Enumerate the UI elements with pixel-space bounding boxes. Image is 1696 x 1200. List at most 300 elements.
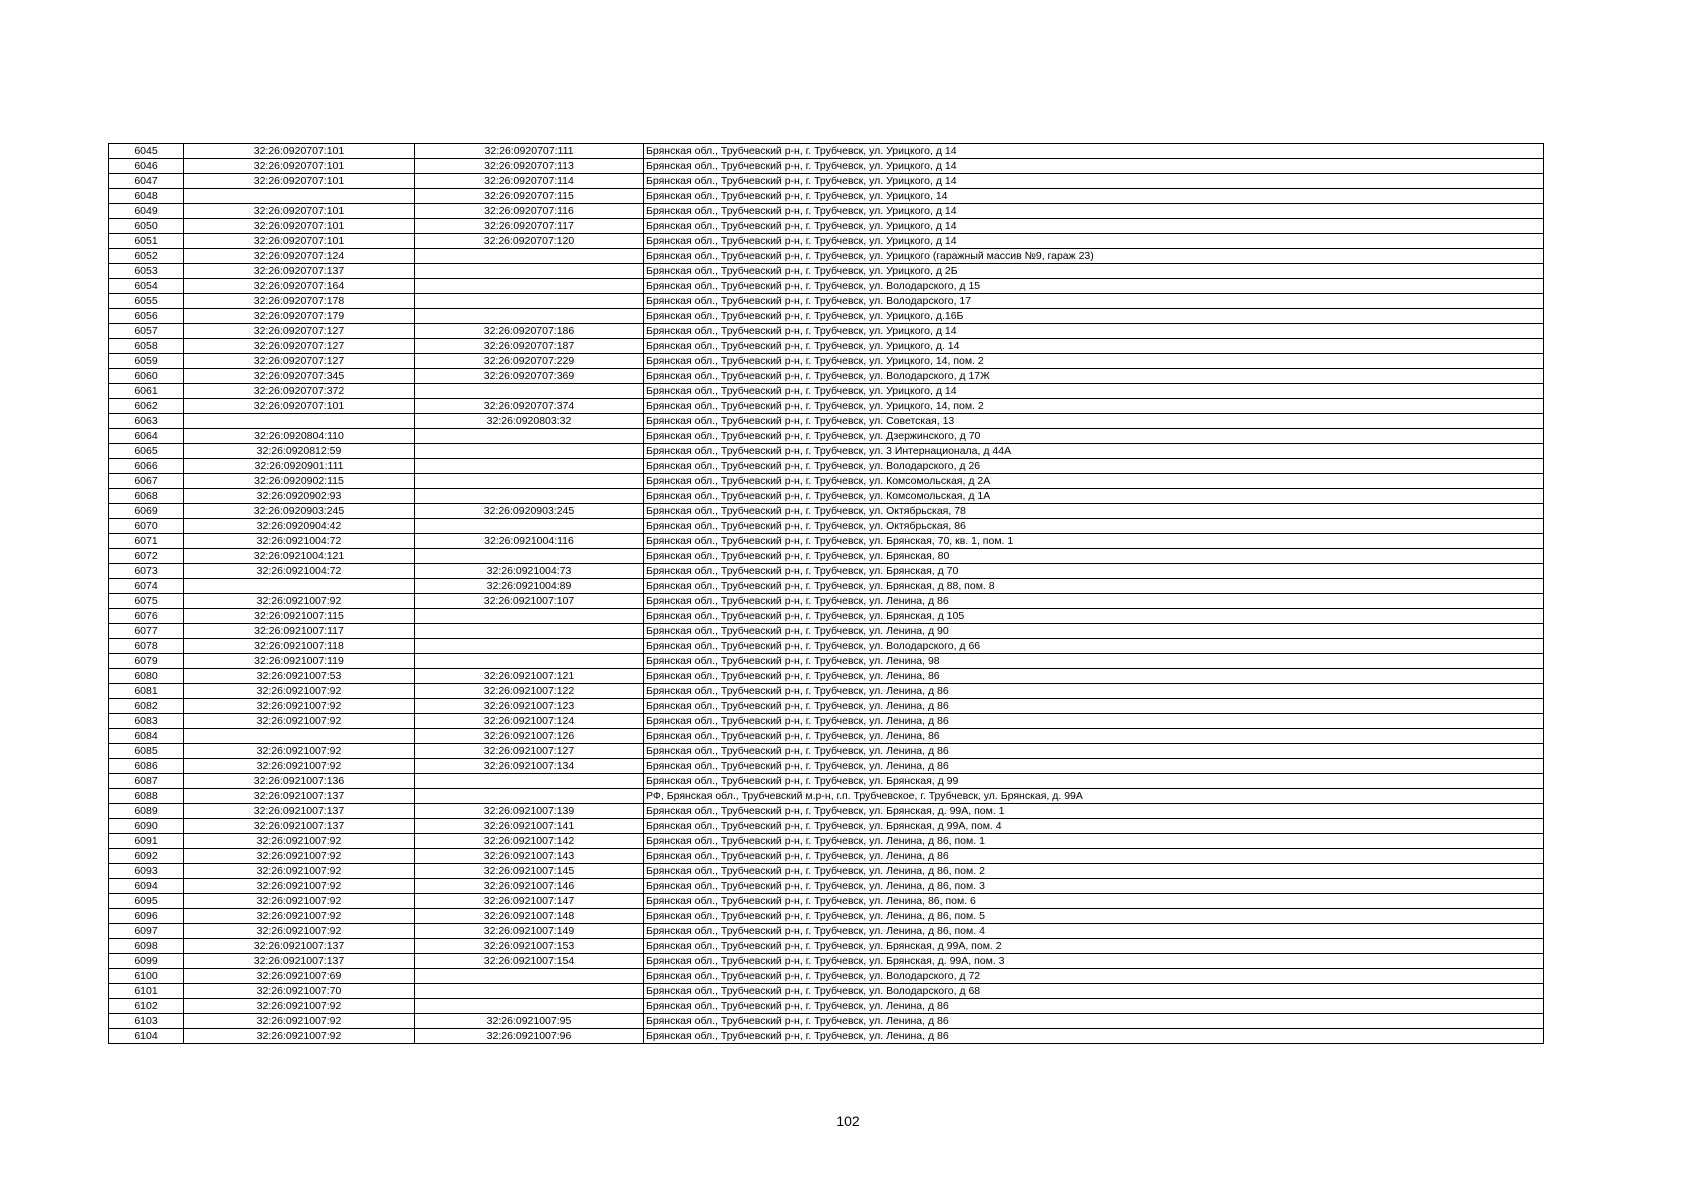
parent-cadastral-number-cell: 32:26:0921007:53: [184, 669, 415, 684]
address-cell: Брянская обл., Трубчевский р-н, г. Трубчевск, ул. Ленина, 86: [644, 729, 1544, 744]
table-row: [109, 624, 1544, 639]
address-cell: Брянская обл., Трубчевский р-н, г. Трубчевск, ул. Володарского, д 17Ж: [644, 369, 1544, 384]
table-row: [109, 924, 1544, 939]
row-number-cell: 6104: [109, 1029, 184, 1044]
row-number-cell: 6079: [109, 654, 184, 669]
row-number-cell: 6067: [109, 474, 184, 489]
table-row: [109, 324, 1544, 339]
row-number-cell: 6069: [109, 504, 184, 519]
cadastral-number-cell: [415, 489, 644, 504]
cadastral-number-cell: [415, 549, 644, 564]
table-row: [109, 804, 1544, 819]
address-cell: Брянская обл., Трубчевский р-н, г. Трубчевск, ул. Ленина, д 86: [644, 1029, 1544, 1044]
cadastral-number-cell: 32:26:0921007:123: [415, 699, 644, 714]
parent-cadastral-number-cell: 32:26:0921007:137: [184, 804, 415, 819]
cadastral-number-cell: 32:26:0921007:149: [415, 924, 644, 939]
address-cell: Брянская обл., Трубчевский р-н, г. Трубчевск, ул. Володарского, д 26: [644, 459, 1544, 474]
parent-cadastral-number-cell: 32:26:0920707:179: [184, 309, 415, 324]
table-row: [109, 954, 1544, 969]
parent-cadastral-number-cell: 32:26:0921007:92: [184, 594, 415, 609]
table-row: [109, 219, 1544, 234]
parent-cadastral-number-cell: 32:26:0921004:72: [184, 564, 415, 579]
table-row: [109, 429, 1544, 444]
table-row: [109, 369, 1544, 384]
row-number-cell: 6046: [109, 159, 184, 174]
cadastral-number-cell: 32:26:0921007:124: [415, 714, 644, 729]
cadastral-number-cell: 32:26:0920707:117: [415, 219, 644, 234]
parent-cadastral-number-cell: 32:26:0921007:92: [184, 849, 415, 864]
parent-cadastral-number-cell: 32:26:0921007:117: [184, 624, 415, 639]
parent-cadastral-number-cell: 32:26:0920804:110: [184, 429, 415, 444]
address-cell: Брянская обл., Трубчевский р-н, г. Трубчевск, ул. Володарского, д 66: [644, 639, 1544, 654]
address-cell: Брянская обл., Трубчевский р-н, г. Трубчевск, ул. Володарского, д 72: [644, 969, 1544, 984]
table-row: [109, 774, 1544, 789]
parent-cadastral-number-cell: 32:26:0921007:92: [184, 699, 415, 714]
table-row: [109, 294, 1544, 309]
parent-cadastral-number-cell: 32:26:0920707:101: [184, 234, 415, 249]
cadastral-number-cell: 32:26:0920707:187: [415, 339, 644, 354]
row-number-cell: 6095: [109, 894, 184, 909]
row-number-cell: 6056: [109, 309, 184, 324]
parent-cadastral-number-cell: 32:26:0921007:92: [184, 894, 415, 909]
row-number-cell: 6055: [109, 294, 184, 309]
table-row: [109, 744, 1544, 759]
cadastral-number-cell: 32:26:0920707:229: [415, 354, 644, 369]
table-row: [109, 444, 1544, 459]
cadastral-number-cell: [415, 249, 644, 264]
address-cell: Брянская обл., Трубчевский р-н, г. Трубчевск, ул. Ленина, д 86: [644, 1014, 1544, 1029]
table-row: [109, 489, 1544, 504]
table-body: [109, 144, 1544, 1044]
table-row: [109, 144, 1544, 159]
table-row: [109, 1014, 1544, 1029]
table-row: [109, 864, 1544, 879]
address-cell: Брянская обл., Трубчевский р-н, г. Трубчевск, ул. Ленина, д 86: [644, 684, 1544, 699]
cadastral-number-cell: [415, 264, 644, 279]
parent-cadastral-number-cell: 32:26:0921007:119: [184, 654, 415, 669]
cadastral-number-cell: 32:26:0920707:374: [415, 399, 644, 414]
parent-cadastral-number-cell: 32:26:0921007:92: [184, 684, 415, 699]
row-number-cell: 6078: [109, 639, 184, 654]
row-number-cell: 6100: [109, 969, 184, 984]
parent-cadastral-number-cell: 32:26:0921007:92: [184, 744, 415, 759]
row-number-cell: 6061: [109, 384, 184, 399]
table-row: [109, 669, 1544, 684]
address-cell: Брянская обл., Трубчевский р-н, г. Трубчевск, ул. Брянская, д. 99А, пом. 1: [644, 804, 1544, 819]
table-row: [109, 729, 1544, 744]
table-row: [109, 519, 1544, 534]
cadastral-number-cell: 32:26:0921007:134: [415, 759, 644, 774]
cadastral-number-cell: 32:26:0921007:142: [415, 834, 644, 849]
cadastral-number-cell: [415, 474, 644, 489]
parent-cadastral-number-cell: 32:26:0920707:345: [184, 369, 415, 384]
address-cell: Брянская обл., Трубчевский р-н, г. Трубчевск, ул. Урицкого, д 14: [644, 234, 1544, 249]
parent-cadastral-number-cell: 32:26:0921007:137: [184, 939, 415, 954]
table-row: [109, 699, 1544, 714]
parent-cadastral-number-cell: 32:26:0920707:101: [184, 399, 415, 414]
table-row: [109, 549, 1544, 564]
address-cell: Брянская обл., Трубчевский р-н, г. Трубчевск, ул. Ленина, 98: [644, 654, 1544, 669]
address-cell: Брянская обл., Трубчевский р-н, г. Трубчевск, ул. Октябрьская, 78: [644, 504, 1544, 519]
table-row: [109, 399, 1544, 414]
address-cell: Брянская обл., Трубчевский р-н, г. Трубчевск, ул. Ленина, д 86: [644, 699, 1544, 714]
address-cell: Брянская обл., Трубчевский р-н, г. Трубчевск, ул. Ленина, д 86: [644, 759, 1544, 774]
table-row: [109, 759, 1544, 774]
row-number-cell: 6070: [109, 519, 184, 534]
address-cell: Брянская обл., Трубчевский р-н, г. Трубчевск, ул. Ленина, д 90: [644, 624, 1544, 639]
table-row: [109, 969, 1544, 984]
parent-cadastral-number-cell: [184, 189, 415, 204]
address-cell: Брянская обл., Трубчевский р-н, г. Трубчевск, ул. Ленина, д 86, пом. 5: [644, 909, 1544, 924]
row-number-cell: 6075: [109, 594, 184, 609]
row-number-cell: 6087: [109, 774, 184, 789]
address-cell: Брянская обл., Трубчевский р-н, г. Трубчевск, ул. Ленина, д 86: [644, 744, 1544, 759]
table-row: [109, 999, 1544, 1014]
row-number-cell: 6076: [109, 609, 184, 624]
cadastral-number-cell: [415, 639, 644, 654]
cadastral-number-cell: [415, 609, 644, 624]
cadastral-number-cell: 32:26:0920903:245: [415, 504, 644, 519]
cadastral-number-cell: 32:26:0921007:148: [415, 909, 644, 924]
row-number-cell: 6063: [109, 414, 184, 429]
address-cell: Брянская обл., Трубчевский р-н, г. Трубчевск, ул. Советская, 13: [644, 414, 1544, 429]
cadastral-number-cell: 32:26:0921007:96: [415, 1029, 644, 1044]
address-cell: Брянская обл., Трубчевский р-н, г. Трубчевск, ул. Дзержинского, д 70: [644, 429, 1544, 444]
address-cell: Брянская обл., Трубчевский р-н, г. Трубчевск, ул. Урицкого, д 14: [644, 219, 1544, 234]
address-cell: Брянская обл., Трубчевский р-н, г. Трубчевск, ул. Урицкого, 14, пом. 2: [644, 399, 1544, 414]
parent-cadastral-number-cell: 32:26:0921007:69: [184, 969, 415, 984]
address-cell: Брянская обл., Трубчевский р-н, г. Трубчевск, ул. Урицкого, д 14: [644, 159, 1544, 174]
parent-cadastral-number-cell: [184, 414, 415, 429]
cadastral-number-cell: [415, 384, 644, 399]
cadastral-number-cell: [415, 519, 644, 534]
row-number-cell: 6084: [109, 729, 184, 744]
parent-cadastral-number-cell: 32:26:0920707:178: [184, 294, 415, 309]
cadastral-number-cell: [415, 294, 644, 309]
parent-cadastral-number-cell: 32:26:0921007:92: [184, 864, 415, 879]
address-cell: Брянская обл., Трубчевский р-н, г. Трубчевск, ул. Урицкого, д.16Б: [644, 309, 1544, 324]
cadastral-number-cell: 32:26:0920707:113: [415, 159, 644, 174]
address-cell: Брянская обл., Трубчевский р-н, г. Трубчевск, ул. Ленина, д 86, пом. 2: [644, 864, 1544, 879]
parent-cadastral-number-cell: 32:26:0921007:70: [184, 984, 415, 999]
cadastral-number-cell: 32:26:0921007:147: [415, 894, 644, 909]
row-number-cell: 6102: [109, 999, 184, 1014]
parent-cadastral-number-cell: 32:26:0921007:136: [184, 774, 415, 789]
row-number-cell: 6072: [109, 549, 184, 564]
address-cell: Брянская обл., Трубчевский р-н, г. Трубчевск, ул. Ленина, 86: [644, 669, 1544, 684]
table-row: [109, 204, 1544, 219]
row-number-cell: 6074: [109, 579, 184, 594]
cadastral-number-cell: 32:26:0920707:114: [415, 174, 644, 189]
cadastral-number-cell: 32:26:0921007:122: [415, 684, 644, 699]
address-cell: Брянская обл., Трубчевский р-н, г. Трубчевск, ул. Ленина, д 86: [644, 594, 1544, 609]
address-cell: Брянская обл., Трубчевский р-н, г. Трубчевск, ул. Ленина, д 86, пом. 4: [644, 924, 1544, 939]
address-cell: Брянская обл., Трубчевский р-н, г. Трубчевск, ул. Комсомольская, д 2А: [644, 474, 1544, 489]
address-cell: Брянская обл., Трубчевский р-н, г. Трубчевск, ул. Ленина, д 86: [644, 714, 1544, 729]
cadastral-number-cell: 32:26:0920707:369: [415, 369, 644, 384]
cadastral-number-cell: 32:26:0921007:121: [415, 669, 644, 684]
table-row: [109, 579, 1544, 594]
cadastral-number-cell: 32:26:0921007:145: [415, 864, 644, 879]
row-number-cell: 6096: [109, 909, 184, 924]
row-number-cell: 6048: [109, 189, 184, 204]
table-row: [109, 459, 1544, 474]
row-number-cell: 6097: [109, 924, 184, 939]
cadastral-number-cell: [415, 444, 644, 459]
cadastral-number-cell: 32:26:0920707:120: [415, 234, 644, 249]
address-cell: Брянская обл., Трубчевский р-н, г. Трубчевск, ул. Комсомольская, д 1А: [644, 489, 1544, 504]
parent-cadastral-number-cell: 32:26:0920812:59: [184, 444, 415, 459]
cadastral-number-cell: [415, 279, 644, 294]
table-row: [109, 159, 1544, 174]
address-cell: Брянская обл., Трубчевский р-н, г. Трубчевск, ул. Брянская, д 70: [644, 564, 1544, 579]
cadastral-number-cell: [415, 969, 644, 984]
table-row: [109, 879, 1544, 894]
parent-cadastral-number-cell: 32:26:0920904:42: [184, 519, 415, 534]
address-cell: Брянская обл., Трубчевский р-н, г. Трубчевск, ул. Урицкого, д 14: [644, 144, 1544, 159]
row-number-cell: 6052: [109, 249, 184, 264]
table-row: [109, 909, 1544, 924]
cadastral-number-cell: 32:26:0920707:115: [415, 189, 644, 204]
table-row: [109, 264, 1544, 279]
cadastral-number-cell: 32:26:0921007:153: [415, 939, 644, 954]
page-number: 102: [836, 1113, 860, 1129]
table-row: [109, 504, 1544, 519]
row-number-cell: 6051: [109, 234, 184, 249]
cadastral-number-cell: 32:26:0920803:32: [415, 414, 644, 429]
address-cell: Брянская обл., Трубчевский р-н, г. Трубчевск, ул. Володарского, 17: [644, 294, 1544, 309]
table-row: [109, 354, 1544, 369]
address-cell: Брянская обл., Трубчевский р-н, г. Трубчевск, ул. Урицкого (гаражный массив №9, гараж 23): [644, 249, 1544, 264]
table-row: [109, 1029, 1544, 1044]
row-number-cell: 6098: [109, 939, 184, 954]
address-cell: Брянская обл., Трубчевский р-н, г. Трубчевск, ул. Брянская, д 88, пом. 8: [644, 579, 1544, 594]
address-cell: Брянская обл., Трубчевский р-н, г. Трубчевск, ул. Брянская, д 105: [644, 609, 1544, 624]
table-row: [109, 684, 1544, 699]
row-number-cell: 6050: [109, 219, 184, 234]
address-cell: Брянская обл., Трубчевский р-н, г. Трубчевск, ул. Брянская, д. 99А, пом. 3: [644, 954, 1544, 969]
address-cell: РФ, Брянская обл., Трубчевский м.р-н, г.п. Трубчевское, г. Трубчевск, ул. Брянская, д. 99А: [644, 789, 1544, 804]
address-cell: Брянская обл., Трубчевский р-н, г. Трубчевск, ул. Ленина, д 86: [644, 999, 1544, 1014]
row-number-cell: 6080: [109, 669, 184, 684]
parent-cadastral-number-cell: 32:26:0920707:101: [184, 174, 415, 189]
row-number-cell: 6090: [109, 819, 184, 834]
row-number-cell: 6065: [109, 444, 184, 459]
row-number-cell: 6086: [109, 759, 184, 774]
row-number-cell: 6094: [109, 879, 184, 894]
table-row: [109, 384, 1544, 399]
table-row: [109, 309, 1544, 324]
cadastral-number-cell: [415, 429, 644, 444]
address-cell: Брянская обл., Трубчевский р-н, г. Трубчевск, ул. Брянская, 80: [644, 549, 1544, 564]
table-row: [109, 714, 1544, 729]
parent-cadastral-number-cell: [184, 729, 415, 744]
row-number-cell: 6062: [109, 399, 184, 414]
row-number-cell: 6085: [109, 744, 184, 759]
table-row: [109, 474, 1544, 489]
cadastral-number-cell: 32:26:0921004:73: [415, 564, 644, 579]
cadastral-table: [108, 143, 1544, 1044]
address-cell: Брянская обл., Трубчевский р-н, г. Трубчевск, ул. Урицкого, д 2Б: [644, 264, 1544, 279]
cadastral-number-cell: [415, 459, 644, 474]
address-cell: Брянская обл., Трубчевский р-н, г. Трубчевск, ул. Урицкого, д 14: [644, 324, 1544, 339]
row-number-cell: 6101: [109, 984, 184, 999]
row-number-cell: 6092: [109, 849, 184, 864]
cadastral-number-cell: 32:26:0921004:116: [415, 534, 644, 549]
address-cell: Брянская обл., Трубчевский р-н, г. Трубчевск, ул. Брянская, д 99А, пом. 4: [644, 819, 1544, 834]
table-row: [109, 279, 1544, 294]
cadastral-number-cell: 32:26:0921004:89: [415, 579, 644, 594]
row-number-cell: 6058: [109, 339, 184, 354]
row-number-cell: 6091: [109, 834, 184, 849]
table-row: [109, 789, 1544, 804]
cadastral-number-cell: [415, 624, 644, 639]
table-row: [109, 849, 1544, 864]
cadastral-number-cell: 32:26:0921007:127: [415, 744, 644, 759]
row-number-cell: 6089: [109, 804, 184, 819]
cadastral-number-cell: 32:26:0921007:141: [415, 819, 644, 834]
cadastral-number-cell: 32:26:0921007:95: [415, 1014, 644, 1029]
table-row: [109, 594, 1544, 609]
cadastral-number-cell: 32:26:0921007:143: [415, 849, 644, 864]
row-number-cell: 6088: [109, 789, 184, 804]
parent-cadastral-number-cell: 32:26:0921007:137: [184, 789, 415, 804]
row-number-cell: 6045: [109, 144, 184, 159]
address-cell: Брянская обл., Трубчевский р-н, г. Трубчевск, ул. Урицкого, д 14: [644, 204, 1544, 219]
parent-cadastral-number-cell: [184, 579, 415, 594]
address-cell: Брянская обл., Трубчевский р-н, г. Трубчевск, ул. Ленина, 86, пом. 6: [644, 894, 1544, 909]
address-cell: Брянская обл., Трубчевский р-н, г. Трубчевск, ул. Брянская, 70, кв. 1, пом. 1: [644, 534, 1544, 549]
cadastral-number-cell: 32:26:0921007:146: [415, 879, 644, 894]
parent-cadastral-number-cell: 32:26:0921007:92: [184, 759, 415, 774]
parent-cadastral-number-cell: 32:26:0921007:92: [184, 1029, 415, 1044]
row-number-cell: 6054: [109, 279, 184, 294]
address-cell: Брянская обл., Трубчевский р-н, г. Трубчевск, ул. Урицкого, 14, пом. 2: [644, 354, 1544, 369]
row-number-cell: 6077: [109, 624, 184, 639]
table-row: [109, 234, 1544, 249]
parent-cadastral-number-cell: 32:26:0921007:92: [184, 834, 415, 849]
parent-cadastral-number-cell: 32:26:0921007:92: [184, 999, 415, 1014]
row-number-cell: 6083: [109, 714, 184, 729]
parent-cadastral-number-cell: 32:26:0920902:93: [184, 489, 415, 504]
parent-cadastral-number-cell: 32:26:0921007:92: [184, 909, 415, 924]
parent-cadastral-number-cell: 32:26:0920903:245: [184, 504, 415, 519]
row-number-cell: 6049: [109, 204, 184, 219]
row-number-cell: 6103: [109, 1014, 184, 1029]
address-cell: Брянская обл., Трубчевский р-н, г. Трубчевск, ул. Володарского, д 15: [644, 279, 1544, 294]
parent-cadastral-number-cell: 32:26:0921007:137: [184, 954, 415, 969]
cadastral-number-cell: [415, 774, 644, 789]
address-cell: Брянская обл., Трубчевский р-н, г. Трубчевск, ул. Ленина, д 86, пом. 1: [644, 834, 1544, 849]
row-number-cell: 6073: [109, 564, 184, 579]
parent-cadastral-number-cell: 32:26:0921007:92: [184, 714, 415, 729]
parent-cadastral-number-cell: 32:26:0920902:115: [184, 474, 415, 489]
table-row: [109, 339, 1544, 354]
row-number-cell: 6066: [109, 459, 184, 474]
parent-cadastral-number-cell: 32:26:0921007:92: [184, 879, 415, 894]
row-number-cell: 6071: [109, 534, 184, 549]
row-number-cell: 6057: [109, 324, 184, 339]
address-cell: Брянская обл., Трубчевский р-н, г. Трубчевск, ул. Октябрьская, 86: [644, 519, 1544, 534]
cadastral-number-cell: 32:26:0921007:154: [415, 954, 644, 969]
parent-cadastral-number-cell: 32:26:0921007:118: [184, 639, 415, 654]
table-row: [109, 654, 1544, 669]
table-row: [109, 939, 1544, 954]
address-cell: Брянская обл., Трубчевский р-н, г. Трубчевск, ул. Брянская, д 99: [644, 774, 1544, 789]
parent-cadastral-number-cell: 32:26:0920707:372: [184, 384, 415, 399]
row-number-cell: 6068: [109, 489, 184, 504]
address-cell: Брянская обл., Трубчевский р-н, г. Трубчевск, ул. 3 Интернационала, д 44А: [644, 444, 1544, 459]
address-cell: Брянская обл., Трубчевский р-н, г. Трубчевск, ул. Урицкого, д. 14: [644, 339, 1544, 354]
row-number-cell: 6059: [109, 354, 184, 369]
parent-cadastral-number-cell: 32:26:0921007:137: [184, 819, 415, 834]
parent-cadastral-number-cell: 32:26:0920707:127: [184, 354, 415, 369]
table-row: [109, 834, 1544, 849]
row-number-cell: 6082: [109, 699, 184, 714]
parent-cadastral-number-cell: 32:26:0920707:101: [184, 204, 415, 219]
table-row: [109, 819, 1544, 834]
parent-cadastral-number-cell: 32:26:0920901:111: [184, 459, 415, 474]
parent-cadastral-number-cell: 32:26:0921004:121: [184, 549, 415, 564]
cadastral-number-cell: 32:26:0920707:111: [415, 144, 644, 159]
parent-cadastral-number-cell: 32:26:0921007:92: [184, 924, 415, 939]
cadastral-number-cell: [415, 789, 644, 804]
parent-cadastral-number-cell: 32:26:0920707:137: [184, 264, 415, 279]
table-row: [109, 894, 1544, 909]
parent-cadastral-number-cell: 32:26:0920707:127: [184, 339, 415, 354]
address-cell: Брянская обл., Трубчевский р-н, г. Трубчевск, ул. Урицкого, 14: [644, 189, 1544, 204]
cadastral-number-cell: 32:26:0920707:186: [415, 324, 644, 339]
table-row: [109, 639, 1544, 654]
parent-cadastral-number-cell: 32:26:0920707:164: [184, 279, 415, 294]
cadastral-number-cell: 32:26:0921007:139: [415, 804, 644, 819]
address-cell: Брянская обл., Трубчевский р-н, г. Трубчевск, ул. Ленина, д 86: [644, 849, 1544, 864]
cadastral-number-cell: [415, 999, 644, 1014]
cadastral-number-cell: 32:26:0921007:126: [415, 729, 644, 744]
cadastral-number-cell: [415, 984, 644, 999]
address-cell: Брянская обл., Трубчевский р-н, г. Трубчевск, ул. Ленина, д 86, пом. 3: [644, 879, 1544, 894]
parent-cadastral-number-cell: 32:26:0920707:101: [184, 159, 415, 174]
address-cell: Брянская обл., Трубчевский р-н, г. Трубчевск, ул. Володарского, д 68: [644, 984, 1544, 999]
parent-cadastral-number-cell: 32:26:0921004:72: [184, 534, 415, 549]
table-row: [109, 609, 1544, 624]
row-number-cell: 6047: [109, 174, 184, 189]
table-row: [109, 414, 1544, 429]
table-row: [109, 249, 1544, 264]
parent-cadastral-number-cell: 32:26:0921007:92: [184, 1014, 415, 1029]
address-cell: Брянская обл., Трубчевский р-н, г. Трубчевск, ул. Брянская, д 99А, пом. 2: [644, 939, 1544, 954]
row-number-cell: 6060: [109, 369, 184, 384]
table-row: [109, 984, 1544, 999]
parent-cadastral-number-cell: 32:26:0921007:115: [184, 609, 415, 624]
cadastral-number-cell: [415, 654, 644, 669]
row-number-cell: 6099: [109, 954, 184, 969]
row-number-cell: 6064: [109, 429, 184, 444]
address-cell: Брянская обл., Трубчевский р-н, г. Трубчевск, ул. Урицкого, д 14: [644, 174, 1544, 189]
address-cell: Брянская обл., Трубчевский р-н, г. Трубчевск, ул. Урицкого, д 14: [644, 384, 1544, 399]
table-row: [109, 564, 1544, 579]
row-number-cell: 6053: [109, 264, 184, 279]
parent-cadastral-number-cell: 32:26:0920707:124: [184, 249, 415, 264]
row-number-cell: 6093: [109, 864, 184, 879]
table-row: [109, 534, 1544, 549]
table-row: [109, 189, 1544, 204]
cadastral-number-cell: 32:26:0921007:107: [415, 594, 644, 609]
parent-cadastral-number-cell: 32:26:0920707:127: [184, 324, 415, 339]
cadastral-number-cell: [415, 309, 644, 324]
parent-cadastral-number-cell: 32:26:0920707:101: [184, 219, 415, 234]
row-number-cell: 6081: [109, 684, 184, 699]
